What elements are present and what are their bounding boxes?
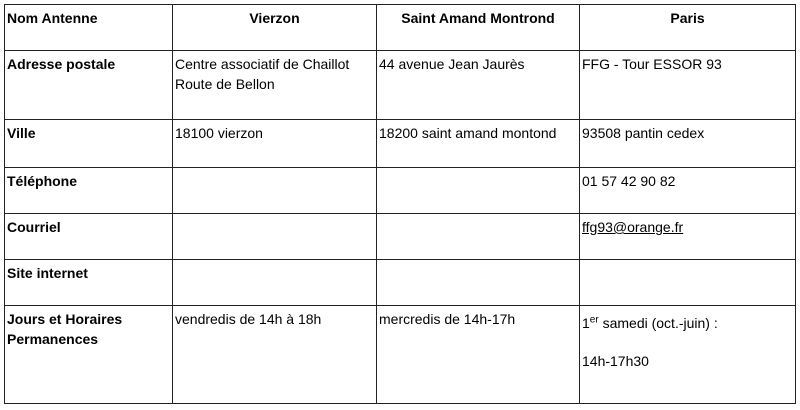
hours-label-line2: Permanences (7, 331, 99, 347)
hours-paris-ordinal: 1 (582, 315, 590, 331)
phone-paris: 01 57 42 90 82 (580, 168, 796, 214)
address-paris: FFG - Tour ESSOR 93 (580, 51, 796, 120)
hours-label-line1: Jours et Horaires (7, 311, 123, 327)
hours-vierzon: vendredis de 14h à 18h (173, 306, 377, 404)
website-vierzon (173, 260, 377, 306)
phone-row (5, 168, 796, 214)
city-row (5, 120, 796, 168)
city-saint-amand: 18200 saint amand montond (377, 120, 580, 168)
website-paris (580, 260, 796, 306)
city-paris: 93508 pantin cedex (580, 120, 796, 168)
email-row (5, 214, 796, 260)
city-label: Ville (5, 120, 173, 168)
phone-vierzon (173, 168, 377, 214)
website-label: Site internet (5, 260, 173, 306)
address-vierzon-line1: Centre associatif de Chaillot (175, 56, 350, 72)
address-vierzon (173, 51, 377, 120)
antenna-table (4, 4, 796, 404)
city-vierzon: 18100 vierzon (173, 120, 377, 168)
address-label: Adresse postale (5, 51, 173, 120)
email-vierzon (173, 214, 377, 260)
header-paris: Paris (580, 5, 796, 51)
address-vierzon-line2: Route de Bellon (175, 76, 275, 92)
header-row (5, 5, 796, 51)
header-vierzon: Vierzon (173, 5, 377, 51)
hours-paris-line1 (582, 313, 793, 333)
hours-paris-day: samedi (oct.-juin) : (598, 315, 718, 331)
website-row (5, 260, 796, 306)
address-saint-amand: 44 avenue Jean Jaurès (377, 51, 580, 120)
hours-paris (580, 306, 796, 404)
header-saint-amand: Saint Amand Montrond (377, 5, 580, 51)
email-label: Courriel (5, 214, 173, 260)
email-paris-link[interactable]: ffg93@orange.fr (582, 219, 684, 235)
website-saint-amand (377, 260, 580, 306)
hours-paris-spacer (582, 333, 793, 351)
hours-row (5, 306, 796, 404)
hours-label (5, 306, 173, 404)
email-saint-amand (377, 214, 580, 260)
address-row (5, 51, 796, 120)
header-label: Nom Antenne (5, 5, 173, 51)
hours-paris-line2: 14h-17h30 (582, 353, 649, 369)
hours-saint-amand: mercredis de 14h-17h (377, 306, 580, 404)
hours-paris-ordinal-suffix: er (589, 314, 599, 326)
phone-label: Téléphone (5, 168, 173, 214)
phone-saint-amand (377, 168, 580, 214)
email-paris (580, 214, 796, 260)
